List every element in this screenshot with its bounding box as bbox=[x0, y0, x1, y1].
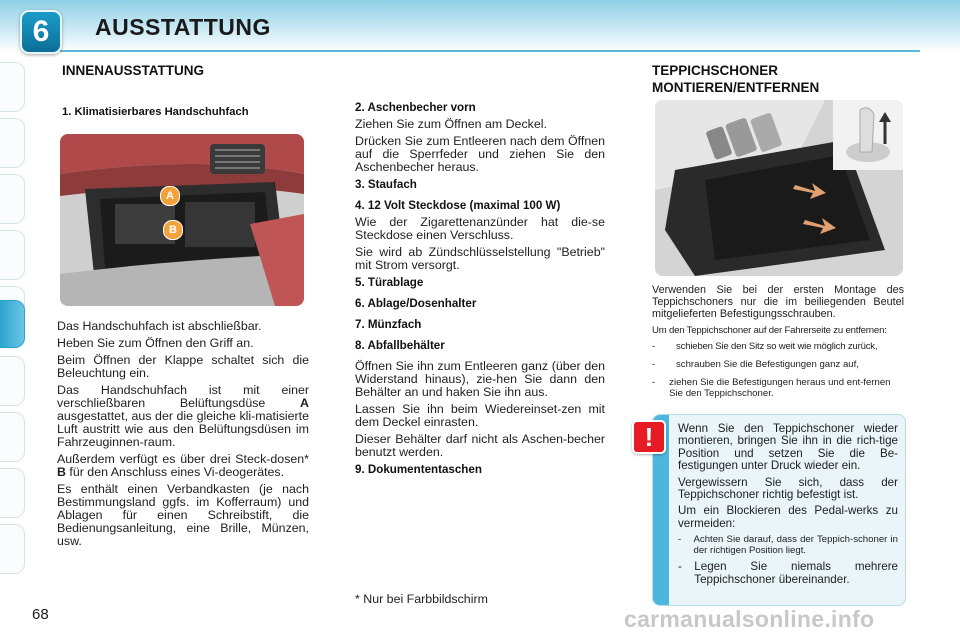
item-2-heading: 2. Aschenbecher vorn bbox=[355, 101, 476, 114]
item-9-heading: 9. Dokumententaschen bbox=[355, 463, 482, 476]
paragraph: Um ein Blockieren des Pedal-werks zu vermeiden: bbox=[678, 504, 898, 530]
chapter-tab-9[interactable] bbox=[0, 468, 25, 518]
paragraph: Drücken Sie zum Entleeren nach dem Öffnen auf die Sperrfeder und ziehen Sie den Aschenbecher heraus. bbox=[355, 134, 605, 174]
paragraph: Außerdem verfügt es über drei Steck-dosen* B für den Anschluss eines Vi-deogerätes. bbox=[57, 452, 309, 479]
list-item: - schieben Sie den Sitz so weit wie möglich zurück, bbox=[652, 341, 878, 352]
chapter-tab-2[interactable] bbox=[0, 118, 25, 168]
chapter-tab-7[interactable] bbox=[0, 356, 25, 406]
item-5-heading: 5. Türablage bbox=[355, 276, 424, 289]
list-item: - Legen Sie niemals mehrere Teppichschoner übereinander. bbox=[678, 560, 898, 586]
chapter-title: AUSSTATTUNG bbox=[95, 14, 271, 40]
callout-b: B bbox=[163, 220, 183, 240]
paragraph: Öffnen Sie ihn zum Entleeren ganz (über den Widerstand hinaus), zie-hen Sie dann den Behälter an und haken Sie ihn aus. bbox=[355, 359, 605, 399]
chapter-tab-6-active[interactable] bbox=[0, 300, 25, 348]
watermark: carmanualsonline.info bbox=[624, 606, 875, 632]
paragraph: Das Handschuhfach ist mit einer verschließbaren Belüftungsdüse A ausgestattet, aus der die gleiche kli-matisierte Luft austritt wie aus den Belüftungsdüsen im Fahrzeuginnen-raum. bbox=[57, 383, 309, 449]
chapter-tab-4[interactable] bbox=[0, 230, 25, 280]
paragraph: Sie wird ab Zündschlüsselstellung "Betrieb" mit Strom versorgt. bbox=[355, 245, 605, 272]
header-rule bbox=[60, 50, 920, 52]
left-body bbox=[57, 320, 309, 552]
page-number: 68 bbox=[32, 606, 49, 623]
paragraph: Wenn Sie den Teppichschoner wieder montieren, bringen Sie ihn in die rich-tige Position und setzen Sie die Be-festigungen unter Druck wieder ein. bbox=[678, 422, 898, 473]
middle-body bbox=[355, 101, 605, 480]
chapter-tab-10[interactable] bbox=[0, 524, 25, 574]
section-title-carpet-2: MONTIEREN/ENTFERNEN bbox=[652, 80, 820, 95]
item-8-heading: 8. Abfallbehälter bbox=[355, 339, 445, 352]
carpet-illustration bbox=[655, 100, 903, 276]
item-3-heading: 3. Staufach bbox=[355, 178, 417, 191]
glovebox-image bbox=[60, 134, 304, 306]
glovebox-illustration bbox=[60, 134, 304, 306]
paragraph: Wie der Zigarettenanzünder hat die-se Steckdose einen Verschluss. bbox=[355, 215, 605, 242]
list-item: - ziehen Sie die Befestigungen heraus und ent-fernen Sie den Teppichschoner. bbox=[652, 377, 891, 399]
carpet-image bbox=[655, 100, 903, 276]
footnote: * Nur bei Farbbildschirm bbox=[355, 592, 488, 606]
paragraph: Das Handschuhfach ist abschließbar. bbox=[57, 319, 262, 333]
paragraph: Dieser Behälter darf nicht als Aschen-becher benutzt werden. bbox=[355, 432, 605, 459]
section-title-carpet-1: TEPPICHSCHONER bbox=[652, 63, 779, 78]
paragraph: Beim Öffnen der Klappe schaltet sich die Beleuchtung ein. bbox=[57, 353, 309, 380]
warning-box bbox=[652, 414, 906, 606]
chapter-tab-1[interactable] bbox=[0, 62, 25, 112]
chapter-badge: 6 bbox=[20, 10, 62, 54]
item-4-heading: 4. 12 Volt Steckdose (maximal 100 W) bbox=[355, 199, 561, 212]
warning-icon: ! bbox=[632, 420, 666, 454]
paragraph: Es enthält einen Verbandkasten (je nach Bestimmungsland ggfs. im Kofferraum) und Ablagen für einen Schreibstift, die Bedienungsanleitung, eine Brille, Münzen, usw. bbox=[57, 482, 309, 548]
list-item: - schrauben Sie die Befestigungen ganz auf, bbox=[652, 359, 859, 370]
item-7-heading: 7. Münzfach bbox=[355, 318, 422, 331]
chapter-tab-8[interactable] bbox=[0, 412, 25, 462]
callout-a: A bbox=[160, 186, 180, 206]
paragraph: Vergewissern Sie sich, dass der Teppichschoner richtig befestigt ist. bbox=[678, 475, 898, 502]
paragraph: Lassen Sie ihn beim Wiedereinset-zen mit dem Deckel einrasten. bbox=[355, 402, 605, 429]
item-6-heading: 6. Ablage/Dosenhalter bbox=[355, 297, 477, 310]
chapter-tab-3[interactable] bbox=[0, 174, 25, 224]
carpet-intro: Verwenden Sie bei der ersten Montage des Teppichschoners nur die im beiliegenden Beutel mitgelieferten Befestigungsschrauben. bbox=[652, 284, 904, 320]
paragraph: Ziehen Sie zum Öffnen am Deckel. bbox=[355, 117, 547, 131]
section-title-interior: INNENAUSSTATTUNG bbox=[62, 63, 204, 78]
paragraph: Heben Sie zum Öffnen den Griff an. bbox=[57, 336, 254, 350]
carpet-remove-intro: Um den Teppichschoner auf der Fahrerseite zu entfernen: bbox=[652, 325, 887, 336]
carpet-steps bbox=[652, 341, 904, 399]
warning-text bbox=[678, 423, 898, 586]
list-item: - Achten Sie darauf, dass der Teppich-schoner in der richtigen Position liegt. bbox=[678, 534, 898, 557]
item-1-heading: 1. Klimatisierbares Handschuhfach bbox=[62, 106, 249, 118]
